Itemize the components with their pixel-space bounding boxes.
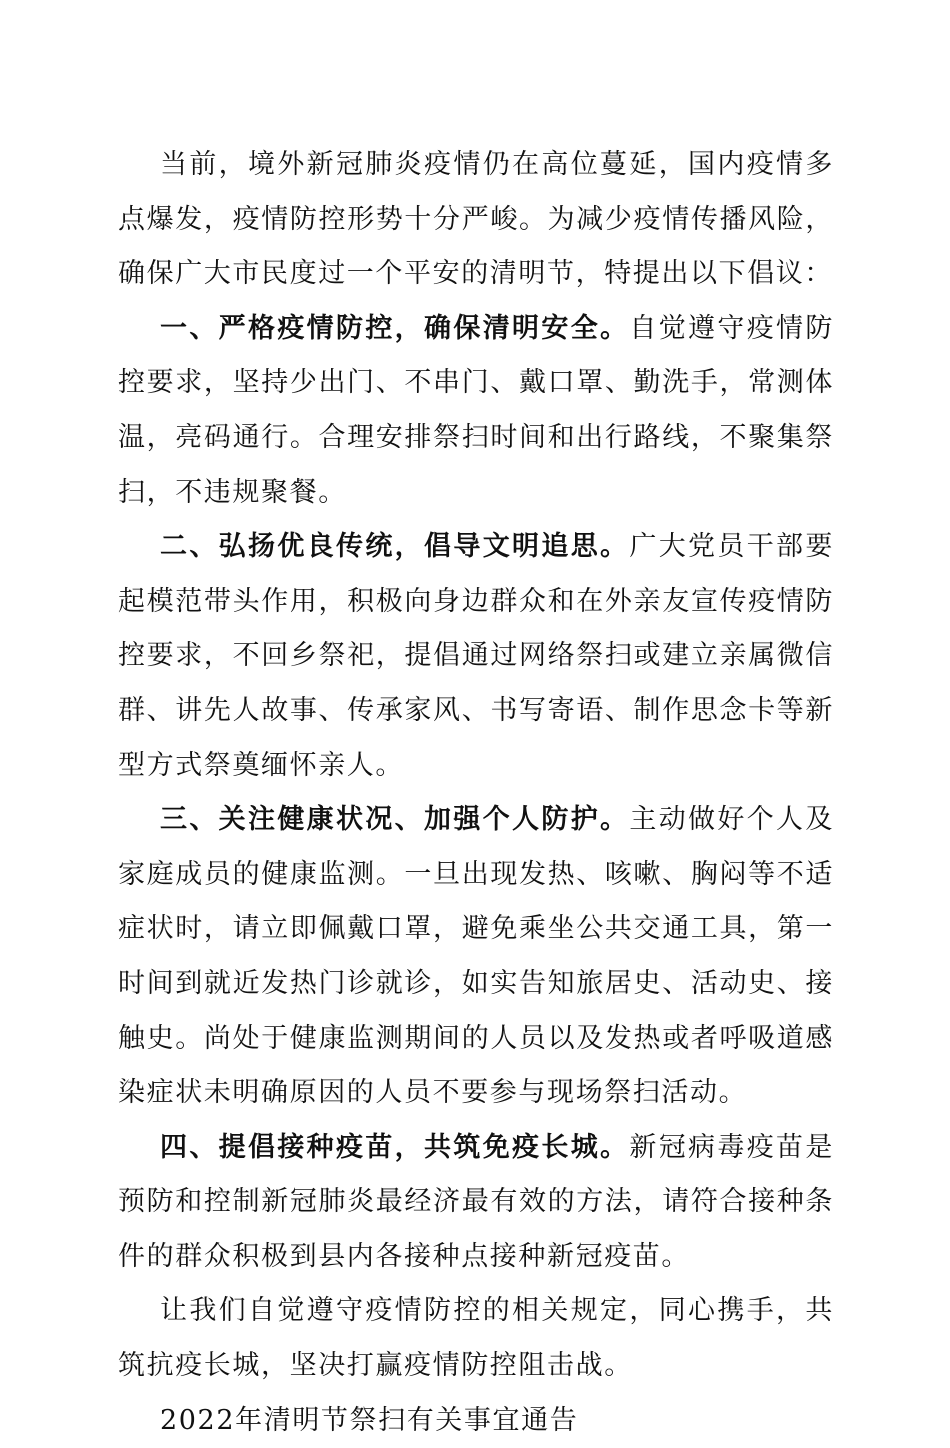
footer-title: 2022年清明节祭扫有关事宜通告 [160,1404,579,1436]
document-page [118,138,834,1448]
item-heading-4: 四、提倡接种疫苗，共筑免疫长城。 [160,1131,630,1163]
item-heading-1: 一、严格疫情防控，确保清明安全。 [160,312,630,344]
item-heading-3: 三、关注健康状况、加强个人防护。 [160,804,630,836]
intro-paragraph: 当前，境外新冠肺炎疫情仍在高位蔓延，国内疫情多点爆发，疫情防控形势十分严峻。为减少疫情传播风险，确保广大市民度过一个平安的清明节，特提出以下倡议： [118,149,834,290]
item-paragraph-4 [118,1121,834,1285]
item-body-2: 广大党员干部要起模范带头作用，积极向身边群众和在外亲友宣传疫情防控要求，不回乡祭祀，提倡通过网络祭扫或建立亲属微信群、讲先人故事、传承家风、书写寄语、制作思念卡等新型方式祭奠缅怀亲人。 [118,531,834,781]
item-paragraph-2 [118,520,834,793]
item-paragraph-1 [118,302,834,520]
item-body-3: 主动做好个人及家庭成员的健康监测。一旦出现发热、咳嗽、胸闷等不适症状时，请立即佩戴口罩，避免乘坐公共交通工具，第一时间到就近发热门诊就诊，如实告知旅居史、活动史、接触史。尚处于健康监测期间的人员以及发热或者呼吸道感染症状未明确原因的人员不要参与现场祭扫活动。 [118,804,834,1109]
item-body-1: 自觉遵守疫情防控要求，坚持少出门、不串门、戴口罩、勤洗手，常测体温，亮码通行。合理安排祭扫时间和出行路线，不聚集祭扫，不违规聚餐。 [118,312,834,508]
item-heading-2: 二、弘扬优良传统，倡导文明追思。 [160,531,630,563]
conclusion-paragraph: 让我们自觉遵守疫情防控的相关规定，同心携手，共筑抗疫长城，坚决打赢疫情防控阻击战。 [118,1295,834,1382]
item-paragraph-3 [118,793,834,1121]
item-body-4: 新冠病毒疫苗是预防和控制新冠肺炎最经济最有效的方法，请符合接种条件的群众积极到县内各接种点接种新冠疫苗。 [118,1131,834,1272]
